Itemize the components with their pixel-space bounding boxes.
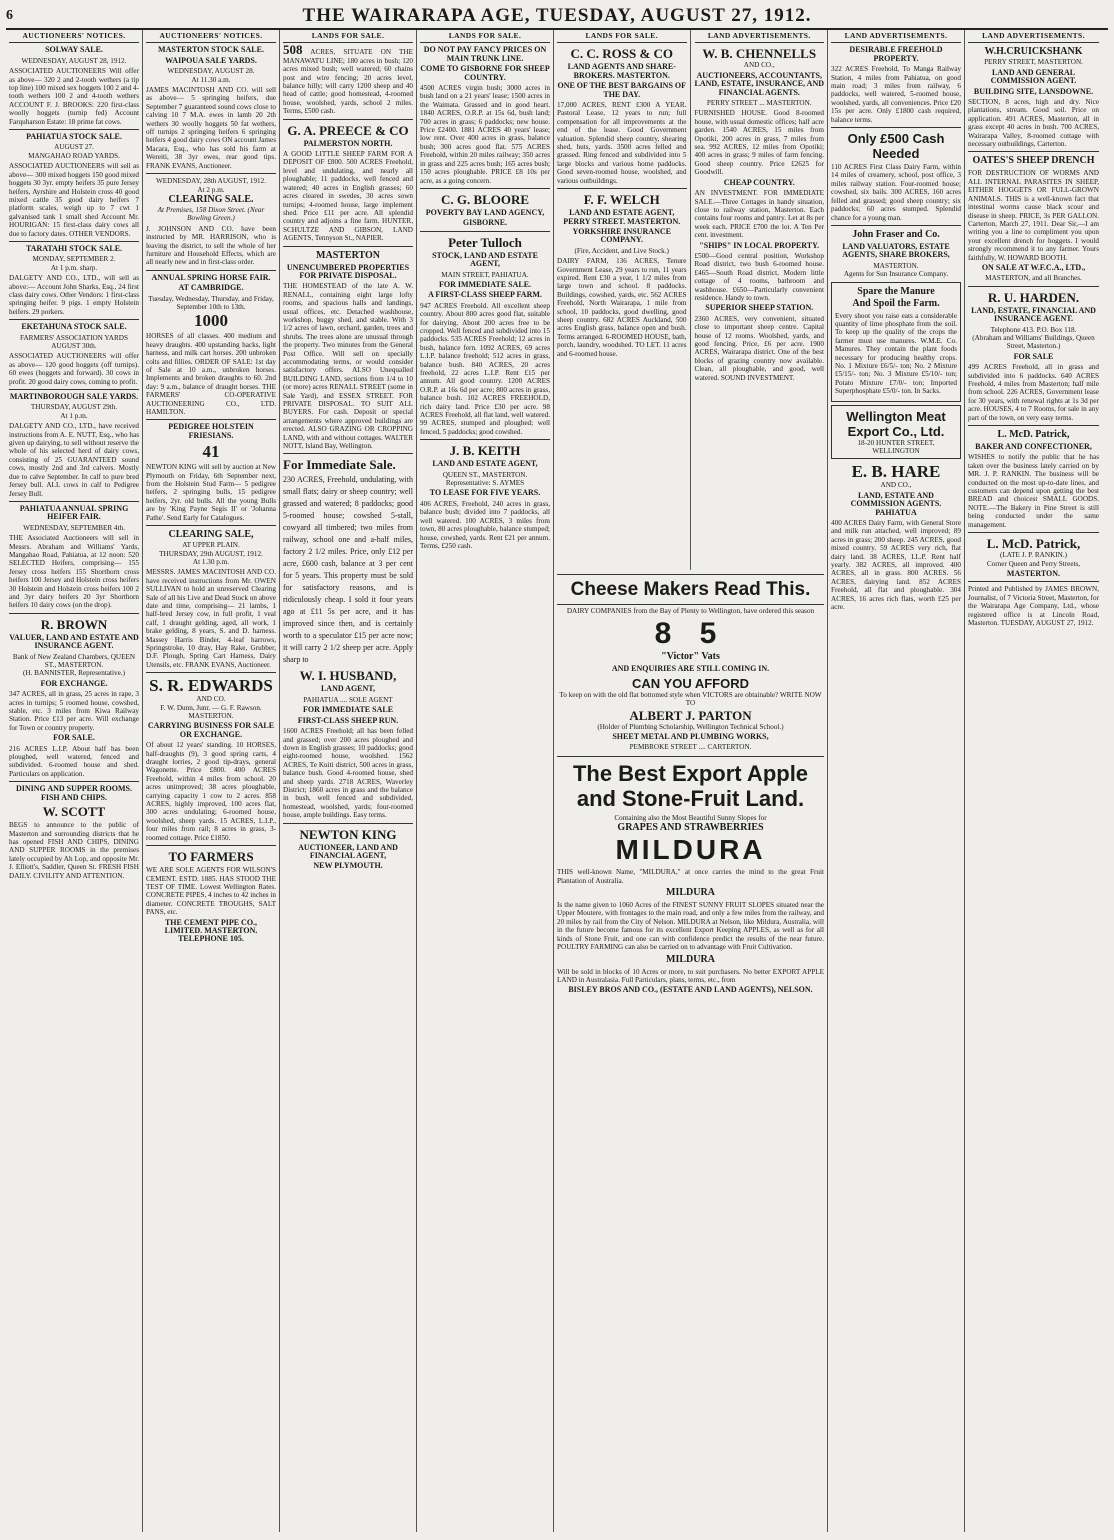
ad-text: Of about 12 years' standing. 10 HORSES, half-draughts (9), 3 good spring carts, 4 draught lorries, 2 good tip-drays, general Wagonette. Price £800. 400 ACRES Freehold, within 4 miles from school. 20 acres unimproved; 38 acres ploughable, carrying capacity 1 cow to 2 acres. 858 ACRES, highly improved, 100 acres flat, 300 acres undulating; 6-roomed house, woolshed, sheep yards. 15 ACRES, L.I.P., four miles from rail; 8 acres in grass, 3-roomed cottage. Price £1850. — [146, 741, 276, 842]
ad-number: 8 5 — [654, 617, 727, 651]
advertiser-late: (LATE J. P. RANKIN.) — [999, 551, 1068, 560]
advertiser-role: LAND AND ESTATE AGENT, PERRY STREET. MASTERTON. — [563, 208, 681, 226]
ad-subtitle: COME TO GISBORNE FOR SHEEP COUNTRY. — [420, 64, 550, 82]
advertiser-name: Peter Tulloch — [448, 234, 522, 250]
ad-date: WEDNESDAY, SEPTEMBER 4th. — [23, 523, 125, 532]
advertiser-role: LAND AGENTS AND SHARE-BROKERS. MASTERTON. — [567, 62, 676, 80]
ad-text: DALGETY AND CO., LTD., have received instructions from A. E. NUTT, Esq., who has given up dairying, to sell without reserve the whole of his selected herd of dairy cows, consisting of 25 GUARANTEED sound cows, mostly 2nd and 3rd calvers. Mostly due to calve September. In calf to pure bred Jersey bull. ALL cows in calf to Pedigree Jersey Bull. — [9, 422, 139, 498]
ad-text: Every shoot you raise eats a considerable quantity of lime phosphate from the soil. To keep up the quality of the crops the farmer must use manures. W.M.E. Co. Manures. They contain the plant foods necessary for producing healthy crops. No. 1 Mixture £6/5/- ton; No. 2 Mixture £5/15/- ton; No. 3 Mixture £5/10/- ton; Potato Mixture £7/0/- ton; Imported Superphosphate £5/0/- ton. In Sacks. — [835, 311, 957, 396]
ad-subtitle: MILDURA — [666, 887, 715, 899]
section-header: LANDS FOR SALE. — [283, 30, 413, 43]
ad-subtitle: CARRYING BUSINESS FOR SALE OR EXCHANGE. — [147, 721, 275, 739]
ad-title: DINING AND SUPPER ROOMS. FISH AND CHIPS. — [15, 784, 132, 802]
ad-subtitle: BUILDING SITE, LANSDOWNE. — [973, 86, 1094, 96]
ad-text: ASSOCIATED AUCTIONEERS will offer as above— 120 good hoggets (off turnips). 60 ewes (hoggets and forward). 30 cows in profit. 20 good dairy cows, coming to profit. — [9, 352, 139, 386]
advertiser-place: PERRY STREET ... MASTERTON. — [706, 99, 812, 108]
advertiser-insurance: YORKSHIRE INSURANCE COMPANY. — [572, 226, 671, 245]
ad-time: At 1 p.m. sharp. — [50, 263, 98, 272]
advertiser-name: C. C. ROSS & CO — [570, 46, 674, 62]
ad-text: THE HOMESTEAD of the late A. W. RENALL, containing eight large lofty rooms, and spacious halls and landings, usual offices, etc. Detached washhouse, workshop, buggy shed, and stable. With 3 1/2 acres of lawn, orchard, garden, trees and shrubs. The trees alone are unusual through the property. Two minutes from the General Post Office. Will sell on specially accommodating terms, or would consider satisfactory offers. ALSO Unequalled BUILDING LAND, sections from 1/4 to 10 (or more) acres RENALL STREET (some in Sale Yard), and ESSEX STREET. FOR PRIVATE DISPOSAL. TO SUIT ALL BUYERS. For cash. Deposit or special arrangements where approved buildings are erected. ALSO GRAZING OR CROPPING LAND, with and without cottages. WALTER NOTT, Island Bay, Wellington. — [283, 282, 413, 451]
ad-text: 230 ACRES, Freehold, undulating, with small flats; dairy or sheep country; well grassed and watered; 8 paddocks; good 5-roomed house; cowshed 5-stall, cowyard all timbered; two miles from railway, school one and a-half miles, factory 2 1/2 miles. Price, only £12 per acre, £600 cash, balance at 3 per cent for 5 years. This property must be sold for satisfactory reasons, and is ridiculously cheap. I sold it four years ago at £11 5s per acre, and it has improved since then, and is certainly worth to a speculator £15 per acre now; it will carry 2 1/2 sheep per acre. Apply sharp to — [283, 475, 413, 665]
section-header: LAND ADVERTISEMENTS. — [831, 30, 961, 43]
ad-date: WEDNESDAY, AUGUST 28. — [167, 67, 255, 76]
ad-title: Needed — [872, 146, 920, 162]
ad-date: WEDNESDAY, 28th AUGUST, 1912. — [155, 177, 267, 186]
ad-subtitle: GRAPES AND STRAWBERRIES — [617, 822, 764, 834]
ad-text: SECTION, 8 acres, high and dry. Nice plantations, stream. Good soil. Price on application. 491 ACRES, Masterton, all in grass except 40 acres in bush. 700 ACRES, Wairarapa Valley, 8-roomed cottage with necessary outbuildings, Carterton. — [968, 98, 1099, 149]
ad-text: To keep on with the old flat bottomed style when VICTORS are obtainable? WRITE NOW TO — [559, 690, 822, 708]
section-header: LANDS FOR SALE. — [420, 30, 550, 43]
ad-text: FURNISHED HOUSE. Good 8-roomed house, with usual domestic offices; half acre garden. 1540 ACRES, 15 miles from Opotiki, 200 acres in grass, 7 miles from sea. 992 ACRES, 12 miles from Opotiki; 400 acres in grass; 9 miles of farm fencing. Good sheep country. Price £2625 for Goodwill. — [694, 109, 824, 177]
ad-number: 1000 — [194, 311, 228, 331]
ad-text: JAMES MACINTOSH AND CO. will sell as above— 5 springing heifers, due September 7 guaranteed sound cows close to calving 10 7 M.A. ewes in lamb 20 2th wethers 30 woolly hoggets 50 fat wethers, off turnips 2 springing heifers 6 springing heifers 4 good dairy cows ON account James Macara, Esq., who has sold his farm at Wereiti, 38 3yr ewes, rear good tips. FRANK EVANS, Auctioneer. — [146, 86, 276, 170]
advertiser-and: AND CO. — [196, 695, 226, 704]
advertiser-address: Bank of New Zealand Chambers, QUEEN ST., MASTERTON. — [12, 652, 136, 669]
advertiser-place: MAIN STREET, PAHIATUA. — [441, 270, 529, 279]
ad-title: TO FARMERS — [168, 849, 254, 865]
ad-text: WISHES to notify the public that he has taken over the business lately carried on by MR. J. P. RANKIN. The business will be conducted on the most up-to-date lines, and customers can depend upon getting the best BREAD and choicest SMALL GOODS. NOTE.—The Bakery in Pine Street is still being conducted under the same management. — [968, 453, 1099, 529]
ad-text: BEGS to announce to the public of Masterton and surrounding districts that he has opened FISH AND CHIPS, DINING AND SUPPER ROOMS in the premises lately occupied by Ah Lop, and opposite Mr. J. Elliott's, Saddler, Queen St. FRESH FISH DAILY. CIVILITY AND ATTENTION. — [9, 821, 139, 880]
advertiser-role: BAKER AND CONFECTIONER, — [975, 442, 1092, 452]
column-2 — [143, 30, 280, 1532]
ad-text: 322 ACRES Freehold, To Manga Railway Station, 4 miles from Pahiatua, on good main road; 3 miles from railway, 6 paddocks, well watered, 5-roomed house, woolshed, yards, all conveniences. Price £20 15s per acre. Only £1800 cash required, balance terms. — [831, 65, 961, 124]
ad-text: DAIRY COMPANIES from the Bay of Plenty to Wellington, have ordered this season — [566, 607, 815, 615]
advertiser-name: E. B. HARE — [851, 462, 941, 482]
ad-text: 110 ACRES First Class Dairy Farm, within 14 miles of creamery, school, post office, 3 miles railway station. Four-roomed house; cowshed, six bails. 300 ACRES, 160 acres felled and grassed; good sheep country; six paddocks; 60 acres stumped. Splendid chance for a young man. — [831, 163, 961, 222]
ad-subtitle: AT CAMBRIDGE. — [178, 283, 244, 293]
section-header: AUCTIONEERS' NOTICES. — [9, 30, 139, 43]
ad-title: For Immediate Sale. — [283, 457, 396, 473]
ad-subtitle: MILDURA — [666, 953, 715, 965]
ad-text: MESSRS. JAMES MACINTOSH AND CO. have received instructions from Mr. OWEN SULLIVAN to hold an unreserved Clearing Sale of all his Live and Dead Stock on above date and time, comprising— 21 lambs, 1 half-bred Jersey cow, in full profit, 1 veal calf, 1 draught gelding, aged, all work, 1 brake gelding, 8 years, S. and D. harness. Massey Harris Binder, 4-leaf harrows, Springstroke, 10 dray, Hay Rake, Grubber, D.F. Plough, Spring Cart Harness, Dairy Utensils, etc. FRANK EVANS, Auctioneer. — [146, 568, 276, 669]
advertiser-name: John Fraser and Co. — [852, 228, 940, 240]
advertiser-name: L. McD. Patrick, — [986, 536, 1081, 552]
advertiser-name: W. I. HUSBAND, — [299, 668, 397, 684]
ad-subtitle: "Victor" Vats — [661, 651, 720, 663]
ad-text: 406 ACRES, Freehold, 240 acres in grass, balance bush; divided into 7 paddocks, all well watered. 100 ACRES, 3 miles from town, 80 acres ploughable, balance stumped; house, cowshed, yards. Rent £21 per annum. Terms, £250 cash. — [420, 499, 550, 550]
section-header: AUCTIONEERS' NOTICES. — [146, 30, 276, 43]
ad-text: ASSOCIATED AUCTIONEERS will sell as above— 300 mixed hoggets 150 good mixed hoggets 30 3yr. empty heifers 35 pure Jersey heifers, Ayrshire and Holstein cross 40 good mixed cattle 35 good dairy heifers 7 platform scales, weigh up to 7 cwt 1 galvanised tank 1 small shed Account Mr. HOURIGAN: 15 first-class dairy cows all due to factory dates. OTHER VENDORS. — [9, 162, 139, 238]
advertiser-place: PAHIATUA .... SOLE AGENT — [303, 695, 393, 704]
ad-time: At 2 p.m. — [197, 185, 225, 194]
ad-place: AT UPPER PLAIN. — [182, 541, 240, 550]
advertiser-place: MASTERTON. — [1006, 568, 1061, 578]
advertiser-rep: (H. BANNISTER, Representative.) — [22, 669, 125, 678]
ad-subtitle: A FIRST-CLASS SHEEP FARM. — [428, 290, 542, 300]
ad-subtitle: ONE OF THE BEST BARGAINS OF THE DAY. — [557, 81, 687, 99]
ad-text: ACRES, SITUATE ON THE MANAWATU LINE; 180 acres in bush; 120 acres mixed bush; well watered; 60 chains post and wire fencing; 20 acres level, balance hilly; will carry 1200 sheep and 40 head of cattle; good homestead, 4-roomed house, woolshed, yards, school 2 miles. Terms, £500 cash. — [283, 48, 413, 116]
ad-title: Only £500 Cash — [847, 131, 945, 147]
ad-title: The Best Export Apple — [572, 760, 809, 786]
advertiser-address: 18-20 HUNTER STREET, WELLINGTON — [857, 438, 935, 455]
mildura-ad — [557, 761, 824, 995]
cheese-makers-ad — [557, 579, 824, 752]
ad-place: MANGAHAO ROAD YARDS. — [28, 151, 120, 160]
advertiser-place: NEW PLYMOUTH. — [313, 861, 383, 871]
advertiser-name: NEWTON KING — [299, 826, 397, 842]
advertiser-name: ALBERT J. PARTON — [629, 707, 752, 723]
column-7 — [828, 30, 965, 1532]
section-header: LAND ADVERTISEMENTS. — [968, 30, 1099, 43]
advertiser-role: AUCTIONEERS, ACCOUNTANTS, LAND, ESTATE, INSURANCE, AND FINANCIAL AGENTS. — [694, 70, 824, 97]
ad-subtitle: FOR SALE — [1013, 351, 1054, 361]
ad-text: WE ARE SOLE AGENTS FOR WILSON'S CEMENT. ESTD. 1885. HAS STOOD THE TEST OF TIME. Lowest Wellington Rates. CONCRETE PIPES, 4 inches to 42 inches in diameter. CONCRETE TROUGHS, SALT PANS, etc. — [146, 866, 276, 917]
ad-title: Cheese Makers Read This. — [557, 579, 824, 605]
advertiser-role: LAND, ESTATE, FINANCIAL AND INSURANCE AGENT. — [971, 305, 1096, 324]
ad-text: £500—Good central position, Workshop Road district, two bush 6-roomed house. £465—South Road district, Modern little cottage of 4 rooms, bathroom and washhouse. £650—Particularly convenient residence. Handy to town. — [694, 251, 824, 302]
ad-time: At 1 p.m. — [60, 411, 88, 420]
ad-text: 947 ACRES Freehold. All excellent sheep country. About 800 acres good flat, suitable for dairying. About 200 acres free to be cropped. Well fenced and subdivided into 15 paddocks. 535 ACRES Freehold; 12 acres in bush, balance fern. 1092 ACRES, 69 acres L.I.P. balance freehold; 512 acres in grass, balance bush. 840 ACRES, 20 acres freehold, 22 acres L.I.P. Rent £15 per annum. All good country. 1200 ACRES O.R.P. at 16s 6d per acre; 800 acres in grass, balance bush. 102 ACRES FREEHOLD, rich dairy land. Price £30 per acre. 98 ACRES Freehold, all flat land, well watered. 99 ACRES, stumped and ploughed; well fenced, 5 paddocks; good cowshed. — [420, 301, 550, 436]
ad-title: DESIRABLE FREEHOLD PROPERTY. — [849, 45, 943, 63]
ad-subtitle: (Fire, Accident, and Live Stock.) — [574, 246, 669, 255]
advertiser-role: POVERTY BAY LAND AGENCY, — [425, 207, 545, 217]
advertiser-place: GISBORNE. — [462, 218, 508, 228]
ad-text: Containing also the Most Beautiful Sunny Slopes for — [614, 813, 767, 822]
ad-subtitle: FIRST-CLASS SHEEP RUN. — [297, 715, 399, 725]
ad-text: FOR DESTRUCTION OF WORMS AND ALL INTERNAL PARASITES IN SHEEP, EITHER HOGGETS OR FULL-GROWN ANIMALS. THIS is a well-known fact that intestinal worms cause black scour and disease in sheep. PRICE, 3s PER GALLON. Carterton, March 27, 1911. Dear Sir,—I am writing you a line to compliment you upon your excellent drench for hoggets. I would strongly recommend it to any farmer. Yours faithfully, W. HOWARD BOOTH. — [968, 169, 1099, 262]
advertiser-name: THE CEMENT PIPE CO., LIMITED. MASTERTON. TELEPHONE 105. — [164, 917, 258, 944]
advertiser-rep: Representative: S. AYMES — [445, 479, 525, 488]
advertiser-name: Wellington Meat Export Co., Ltd. — [846, 408, 946, 439]
column-5-6 — [554, 30, 828, 1532]
ad-title: EKETAHUNA STOCK SALE. — [21, 322, 127, 332]
page-number: 6 — [6, 8, 13, 23]
ad-date: Tuesday, Wednesday, Thursday, and Friday, September 10th to 13th. — [148, 294, 274, 311]
column-3 — [280, 30, 417, 1532]
ad-text: THE Associated Auctioneers will sell in Messrs. Abraham and Williams' Yards, Mangahao Road, Pahiatua, at 12 noon: 520 SELECTED Heifers, comprising— 155 Jersey cross heifers 155 Shorthorn cross heifers 100 Jersey and Holstein cross heifers 30 Holstein and Holstein cross heifers 100 2 and 3yr dairy heifers 20 3yr Shorthorn heifers 10 dairy cows (on the drop). — [9, 534, 139, 610]
ad-date: MONDAY, SEPTEMBER 2. — [32, 255, 116, 264]
advertiser-address: PEMBROKE STREET .... CARTERTON. — [629, 743, 752, 752]
ad-subtitle: FOR EXCHANGE. — [40, 678, 108, 688]
ad-sold-places: MASTERTON, and all Branches. — [985, 274, 1082, 283]
ad-text: Is the name given to 1060 Acres of the FINEST SUNNY FRUIT SLOPES situated near the Upper Moutere, with frontages to the main road, and only a few miles from the railway, and 20 miles by rail from the City of Nelson. MILDURA at Nelson, like Mildura, Australia, will in the future become famous for its excellent Export Keeping APPLES, as well as for all kinds of Stone Fruit, and one can with confidence predict the results of the near future. POULTRY FARMING can also be carried on to advantage with Fruit Cultivation. — [557, 901, 824, 952]
ad-subtitle: CHEAP COUNTRY. — [723, 177, 795, 187]
advertiser-name: R. U. HARDEN. — [987, 289, 1080, 305]
ad-subtitle: UNENCUMBERED PROPERTIES FOR PRIVATE DISPOSAL. — [286, 262, 410, 280]
ad-title: CLEARING SALE, — [168, 529, 254, 541]
ad-title: OATES'S SHEEP DRENCH — [972, 155, 1095, 167]
advertiser-role: STOCK, LAND AND ESTATE AGENT, — [432, 250, 538, 269]
masthead — [6, 4, 1108, 30]
ad-text: 347 ACRES, all in grass, 25 acres in rape, 3 acres in turnips; 5 roomed house, cowshed, stable, etc. 3 miles from Kiwa Railway Station. Price £13 per acre. Will exchange for Town or country property. — [9, 690, 139, 732]
advertiser-place: QUEEN ST., MASTERTON. — [442, 470, 528, 479]
ad-date: AUGUST 27. — [54, 143, 94, 152]
advertiser-name: W.H.CRUICKSHANK — [984, 46, 1083, 58]
ad-title: Spare the Manure — [857, 285, 935, 297]
ad-subtitle: "SHIPS" IN LOCAL PROPERTY. — [699, 240, 820, 250]
ad-headline: MILDURA — [615, 834, 766, 866]
ad-number: 41 — [202, 442, 220, 462]
ad-text: NEWTON KING will sell by auction at New Plymouth on Friday, 6th September next, from the Holstein Stud Farm— 5 pedigree heifers, 2 springing bulls, 15 pedigree heifers, 2yr. old bulls. All the young Bulls are by 'King Payne Segis II' or 'Johanna Pathe'. Send Early for Catalogues. — [146, 463, 276, 522]
ad-subtitle: FOR SALE. — [53, 733, 95, 743]
advertiser-and: AND CO., — [743, 61, 775, 70]
advertiser-holder: (Holder of Plumbing Scholarship, Wellington Technical School.) — [597, 722, 784, 731]
section-header: LANDS FOR SALE. — [557, 30, 687, 43]
ad-subtitle: SUPERIOR SHEEP STATION. — [705, 303, 814, 313]
ad-text: 17,000 ACRES, RENT £300 A YEAR. Pastoral Lease, 12 years to run; full compensation for all improvements at the end of the lease. Good Government valuation. Splendid sheep country, shearing shed, huts, yards. 3500 acres felled and grassed. Ring fenced and subdivided into 5 large blocks and various home paddocks. Good seven-roomed house, woolshed, and various outbuildings. — [557, 101, 687, 185]
ad-title: PEDIGREE HOLSTEIN FRIESIANS. — [168, 422, 254, 440]
advertiser-role: LAND AND GENERAL COMMISSION AGENT. — [990, 67, 1077, 86]
advertiser-name: S. R. EDWARDS — [149, 676, 273, 696]
ad-title: DO NOT PAY FANCY PRICES ON MAIN TRUNK LINE. — [423, 45, 547, 63]
column-4 — [417, 30, 554, 1532]
column-5 — [557, 30, 691, 570]
ad-subtitle: CAN YOU AFFORD — [632, 675, 749, 691]
ad-place: FARMERS' ASSOCIATION YARDS — [20, 333, 128, 342]
ad-text: 499 ACRES Freehold, all in grass and subdivided into 6 paddocks. 640 ACRES Freehold, 4 miles from Masterton; half mile from school. 226 ACRES, Government lease for 30 years, with renewal rights at 1s 3d per acre. HOUSES, 4 to 7 Rooms, for sale in any part of the town, on very easy terms. — [968, 363, 1099, 422]
column-6 — [691, 30, 825, 570]
ad-title: and Stone-Fruit Land. — [576, 785, 805, 811]
advertiser-address: PERRY STREET, MASTERTON. — [984, 58, 1083, 67]
ad-title: MARTINBOROUGH SALE YARDS. — [9, 392, 139, 402]
advertiser-place: PALMERSTON NORTH. — [303, 138, 393, 148]
advertiser-address: (Abraham and Williams' Buildings, Queen Street, Masterton.) — [972, 333, 1095, 351]
advertiser-name: J. B. KEITH — [449, 443, 521, 459]
advertiser-role: LAND VALUATORS, ESTATE AGENTS, SHARE BROKERS, — [842, 241, 950, 260]
manure-ad — [831, 282, 961, 402]
advertiser-and: AND CO., — [880, 481, 912, 490]
advertiser-name: L. McD. Patrick, — [997, 429, 1070, 441]
ad-title: ANNUAL SPRING HORSE FAIR. — [151, 272, 271, 282]
advertiser-address: Corner Queen and Perry Streets, — [986, 559, 1081, 568]
ad-time: At 11.30 a.m. — [191, 75, 231, 84]
ad-text: AN INVESTMENT. FOR IMMEDIATE SALE.—Three Cottages in handy situation, close to railway station, Masterton. Each contains four rooms and pantry. Let at 8s per week each. PRICE £700 the lot. A Ten Per cent. investment. — [694, 189, 824, 240]
ad-date: AUGUST 30th. — [51, 342, 97, 350]
ad-subtitle: TO LEASE FOR FIVE YEARS. — [429, 488, 541, 498]
printer-imprint: Printed and Published by JAMES BROWN, Journalist, of 7 Victoria Street, Masterton, for the Wairarapa Age Company, Ltd., whose registered office is at Lincoln Road, Masterton. TUESDAY, AUGUST 27, 1912. — [968, 585, 1099, 627]
advertiser-name: R. BROWN — [40, 616, 108, 632]
advertiser-name: BISLEY BROS AND CO., (ESTATE AND LAND AGENTS), NELSON. — [568, 985, 813, 995]
ad-text: 1600 ACRES Freehold; all has been felled and grassed; over 200 acres ploughed and down in English grasses; 10 paddocks; good eight-roomed house, woolshed. 1562 ACRES, Te Kuiti district, 500 acres in grass, balance bush. Good 4-roomed house, shed and sheep yards. 2718 ACRES, Waverley District; 1860 acres in grass and the balance in bush, well fenced and subdivided, homestead, woolshed, yards; four-roomed house, ample buildings. Easy terms. — [283, 727, 413, 820]
ad-title: CLEARING SALE. — [168, 193, 254, 205]
ad-text: DAIRY FARM, 136 ACRES, Tenure Government Lease, 29 years to run, 11 years expired. Rent £30 a year, 1 1/2 miles from large town and school. 8 paddocks. Buildings, cowshed, yards, etc. 562 ACRES Freehold, North Wairarapa, 1 mile from school, 10 paddocks, good dwelling, good sheep country. 682 ACRES Auckland, 500 acres English grass, balance open and bush. Terms arranged. 6-ROOMED HOUSE, bath, porch, laundry, woodshed. TO LET. 11 acres and 6-roomed house. — [557, 257, 687, 358]
ad-title: MASTERTON STOCK SALE. — [158, 45, 264, 55]
ad-title: PAHIATUA ANNUAL SPRING HEIFER FAIR. — [19, 503, 129, 522]
advertiser-name: W. SCOTT — [42, 804, 106, 820]
ad-title: And Spoil the Farm. — [852, 297, 940, 309]
ad-date: THURSDAY, AUGUST 29th. — [30, 403, 118, 412]
advertiser-name: G. A. PREECE & CO — [287, 122, 409, 138]
advertiser-name: C. G. BLOORE — [440, 191, 530, 207]
advertiser-name: W. B. CHENNELLS — [702, 46, 817, 62]
ad-subtitle: WAIPOUA SALE YARDS. — [165, 55, 257, 65]
ad-sold: ON SALE AT W.F.C.A., LTD., — [981, 262, 1086, 272]
advertiser-role: LAND AGENT, — [320, 684, 376, 694]
ad-text: J. JOHNSON AND CO. have been instructed by MR. HARRISON, who is leaving the district, to sell the whole of her furniture and Household Effects, which are all nearly new and in first-class order. — [146, 224, 276, 267]
ad-title: PAHIATUA STOCK SALE. — [26, 132, 122, 142]
advertiser-name: F. F. WELCH — [583, 192, 660, 208]
ad-text: AND ENQUIRIES ARE STILL COMING IN. — [611, 664, 770, 674]
ad-text: 216 ACRES L.I.P. About half has been ploughed, well watered, fenced and subdivided. 6-roomed house and shed. Particulars on application. — [9, 744, 139, 778]
ad-text: HORSES of all classes. 400 medium and heavy draughts. 400 upstanding hacks, light harness, and milk cart horses. 200 unbroken colts and fillies. ORDER OF SALE: 1st day of Sale at 10 a.m., unbroken horses. Implements and broken draughts to 60. 2nd day: 9 a.m., balance of draught horses. THE FARMERS' CO-OPERATIVE AUCTIONEERING CO., LTD. HAMILTON. — [146, 332, 276, 417]
ad-title: SOLWAY SALE. — [45, 45, 103, 55]
section-header: LAND ADVERTISEMENTS. — [695, 30, 825, 43]
advertiser-works: SHEET METAL AND PLUMBING WORKS, — [612, 732, 769, 742]
advertiser-role: VALUER, LAND AND ESTATE AND INSURANCE AGENT. — [9, 632, 139, 651]
ad-date: THURSDAY, 29th AUGUST, 1912. — [159, 549, 263, 558]
ad-text: 4500 ACRES virgin bush; 3000 acres in bush land on a 21 years' lease; 1500 acres in the Waimata. Grassed and in good heart. 1840 ACRES, O.R.P. at 15s 6d, bush land; 700 acres in grass; 6 paddocks; new house. Price £2400. 1881 ACRES 40 years' lease; low rent. Over 400 acres in grass, balance bush; 300 acres good flat. 575 ACRES Freehold, within 20 miles railway; 350 acres in grass and 225 acres bush; 165 acres bush; 150 acres ploughable. PRICE £8 10s per acre, as a going concern. — [420, 84, 550, 185]
ad-number: 508 — [283, 42, 303, 58]
ad-subtitle: FOR IMMEDIATE SALE. — [438, 279, 532, 289]
ad-title: MASTERTON — [316, 249, 380, 261]
ad-text: A GOOD LITTLE SHEEP FARM FOR A DEPOSIT OF £800. 500 ACRES Freehold, level and undulating, and nearly all ploughable; 11 paddocks, well fenced and watered; 40 acres in English grasses; 60 acres cleared in swedes, 30 acres sown turnips; 4-roomed house, large implement shed. Price £11 per acre. All splendid country and adjoins a fine farm. HUNTER, SCHULTZE AND GIBSON, LAND AGENTS, Tennyson St., NAPIER. — [283, 150, 413, 243]
advertiser-agents: Agents for Sun Insurance Company. — [843, 270, 949, 279]
ad-subtitle: FOR IMMEDIATE SALE — [302, 705, 394, 715]
advertiser-place: MASTERTON. — [873, 261, 919, 270]
ad-title: TARATAHI STOCK SALE. — [25, 243, 123, 253]
ad-text: 2360 ACRES, very convenient, situated close to important sheep centre. Capital house of 12 rooms. Woolshed, yards, and good fencing. Price, £6 per acre. 1900 ACRES, Wairarapa district. One of the best blocks of grazing country now available. Clean, all ploughable, and good, well watered. SOUND INVESTMENT. — [694, 314, 824, 382]
advertiser-telephone: Telephone 413. P.O. Box 118. — [990, 325, 1077, 334]
ad-time: At 1.30 p.m. — [192, 557, 230, 566]
ad-text: Will be sold in blocks of 10 Acres or more, to suit purchasers. No better EXPORT APPLE LAND in Australasia. Full Particulars, plans, terms, etc., from — [557, 967, 824, 984]
ad-text: DALGETY AND CO., LTD., will sell as above:— Account John Sharks, Esq., 24 first class dairy cows. Other Vendors: 1 first-class springing heifer. 9 pigs. 1 empty Holstein heifers. 29 porkers. — [9, 274, 139, 316]
page-title: THE WAIRARAPA AGE, TUESDAY, AUGUST 27, 1912. — [302, 5, 812, 26]
column-8 — [965, 30, 1102, 1532]
ad-place: At Premises, 158 Dixon Street. (Near Bowling Green.) — [157, 205, 265, 223]
advertiser-who: F. W. Dunn, Junr. — G. F. Rawson. MASTERTON. — [160, 703, 262, 720]
ad-text: THIS well-known Name, "MILDURA," at once carries the mind to the great Fruit Plantation of Australia. — [557, 868, 824, 885]
meat-export-ad — [831, 405, 961, 460]
ad-date: WEDNESDAY, AUGUST 28, 1912. — [21, 56, 127, 65]
ad-text: ASSOCIATED AUCTIONEERS Will offer as above— 320 2 and 2-tooth wethers (a tip top line) 100 mixed sex hoggets 100 2 and 4-tooth wethers 100 2 and 4-tooth wethers ACCOUNT F. J. BROOKS: 220 first-class woolly hoggets (turnip fed) Account Farquharson Estate: 18 prime fat cows. — [9, 67, 139, 126]
column-1 — [6, 30, 143, 1532]
ad-text: 400 ACRES Dairy Farm, with General Store and milk run attached, well improved; 89 acres in grass; 200 sheep. 245 ACRES, good mixed country. 59 ACRES very rich, flat dairy land. 38 ACRES, I.L.P. Rent half yearly. 382 ACRES, all improved. 400 ACRES, all in grass. 800 ACRES. 56 ACRES, dairying land. 852 ACRES Freehold, all flat and ploughable. 304 ACRES, 16 acres rich flats, worth £25 per acre. — [831, 519, 961, 612]
advertiser-role: LAND, ESTATE AND COMMISSION AGENTS. PAHIATUA — [850, 490, 942, 517]
advertiser-role: AUCTIONEER, LAND AND FINANCIAL AGENT, — [298, 842, 398, 860]
advertiser-role: LAND AND ESTATE AGENT, — [432, 459, 538, 469]
